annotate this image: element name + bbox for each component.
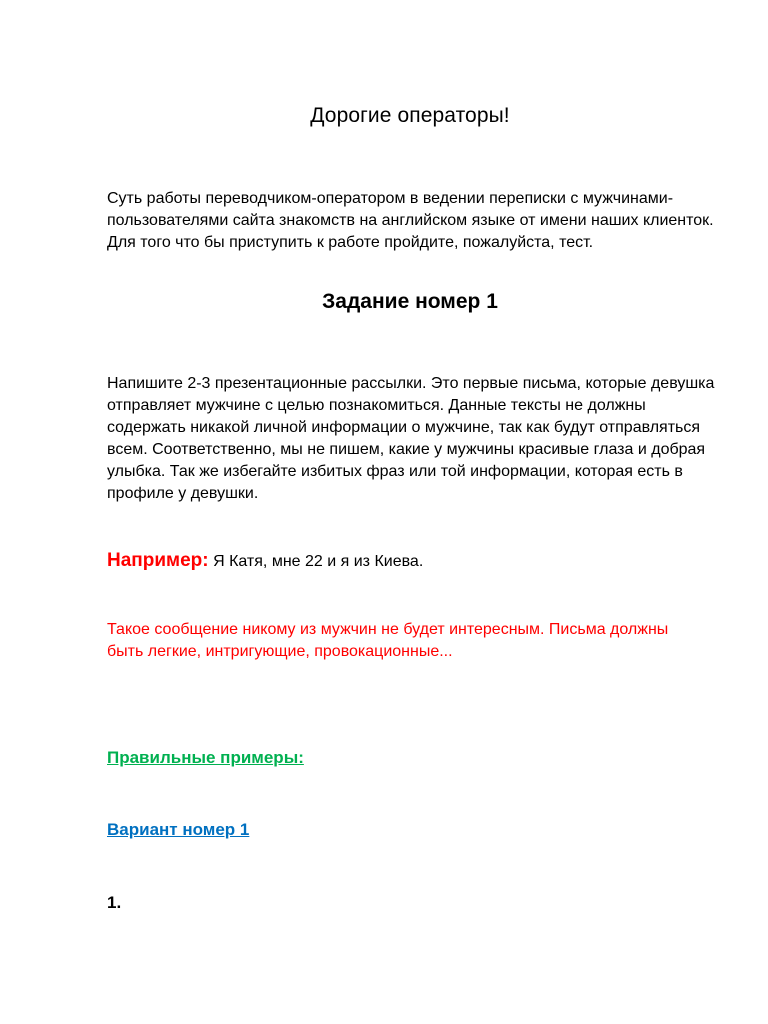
intro-paragraph: Суть работы переводчиком-оператором в ведении переписки с мужчинами-пользователями сайта знакомств на английском языке от имени наших клиенток. Для того что бы приступить к работе пройдите, пожалуйста, тест. bbox=[107, 190, 714, 251]
example-text: Я Катя, мне 22 и я из Киева. bbox=[213, 553, 424, 570]
warning-paragraph: Такое сообщение никому из мужчин не будет интересным. Письма должны быть легкие, интригующие, провокационные... bbox=[107, 621, 669, 660]
list-item-number: 1. bbox=[107, 893, 122, 912]
variant-heading: Вариант номер 1 bbox=[107, 820, 250, 839]
example-line bbox=[107, 550, 423, 572]
correct-examples-heading: Правильные примеры: bbox=[107, 748, 304, 767]
task-title: Задание номер 1 bbox=[322, 290, 498, 313]
task-paragraph: Напишите 2-3 презентационные рассылки. Это первые письма, которые девушка отправляет мужчине с целью познакомиться. Данные тексты не должны содержать никакой личной информации о мужчине, так как будут отправляться всем. Соответственно, мы не пишем, какие у мужчины красивые глаза и добрая улыбка. Так же избегайте избитых фраз или той информации, которая есть в профиле у девушки. bbox=[107, 375, 715, 502]
example-label: Например: bbox=[107, 550, 209, 571]
document-title: Дорогие операторы! bbox=[310, 104, 510, 127]
